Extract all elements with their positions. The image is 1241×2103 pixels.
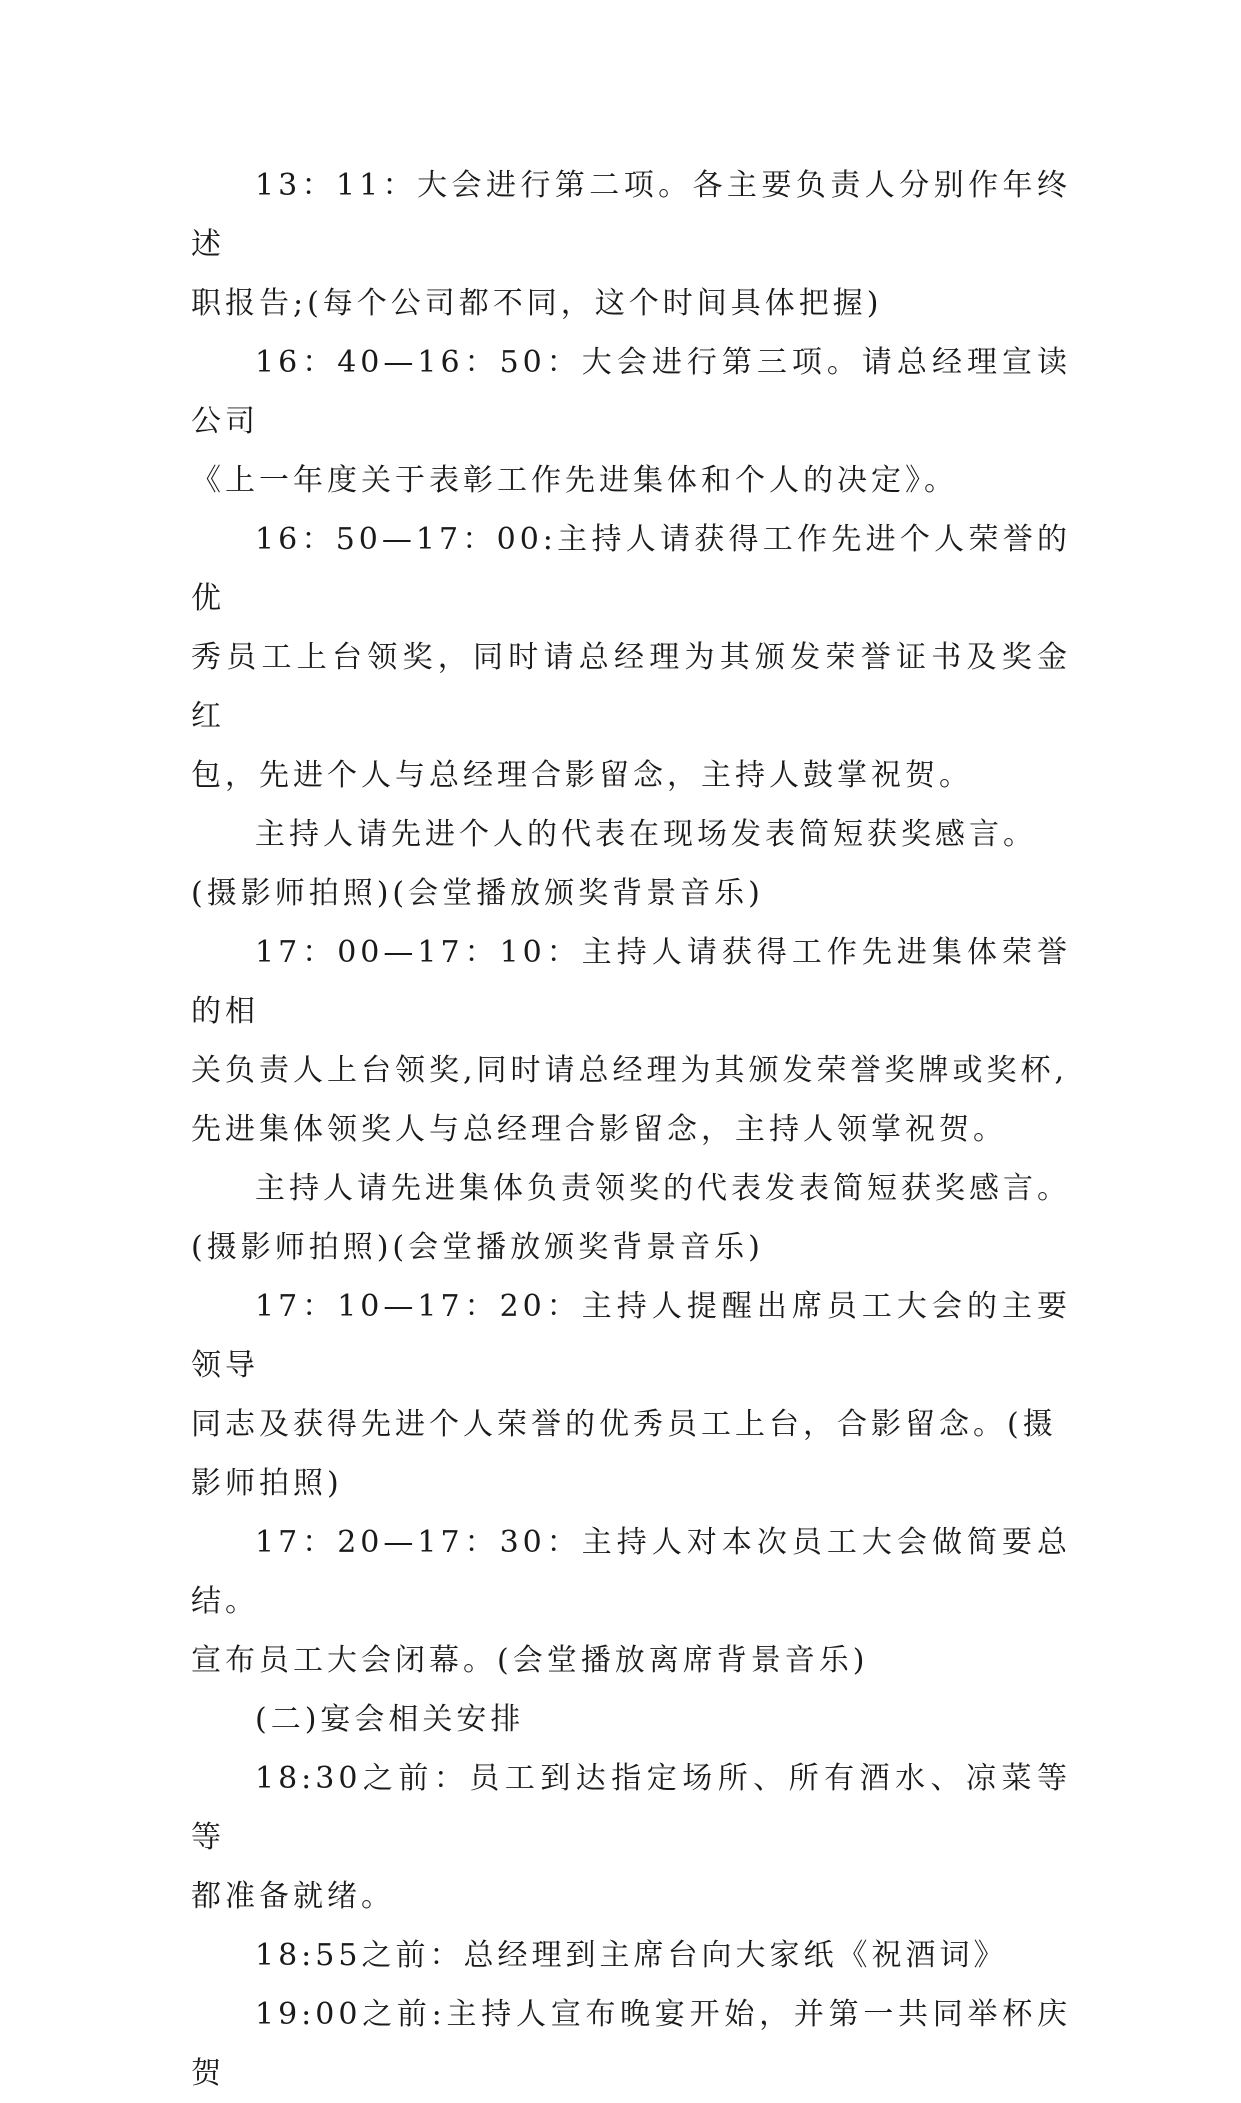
- text-line: 都准备就绪。: [191, 1879, 395, 1914]
- text-line: 17：20—17：30：主持人对本次员工大会做简要总结。: [191, 1525, 1071, 1619]
- text-line: 17：00—17：10：主持人请获得工作先进集体荣誉的相: [191, 935, 1071, 1029]
- text-line: 19:00之前:主持人宣布晚宴开始，并第一共同举杯庆贺: [191, 1997, 1071, 2091]
- text-line: (摄影师拍照)(会堂播放颁奖背景音乐): [191, 1230, 764, 1265]
- paragraph-item-2: [191, 333, 1071, 510]
- text-line: 16：50—17：00:主持人请获得工作先进个人荣誉的优: [191, 522, 1071, 616]
- text-line: 包，先进个人与总经理合影留念，主持人鼓掌祝贺。: [191, 758, 973, 793]
- text-line: 主持人请先进集体负责领奖的代表发表简短获奖感言。: [255, 1171, 1071, 1206]
- text-line: 职报告;(每个公司都不同，这个时间具体把握): [191, 286, 883, 321]
- text-line: 18:55之前：总经理到主席台向大家纸《祝酒词》: [255, 1938, 1008, 1973]
- text-line: 18:30之前：员工到达指定场所、所有酒水、凉菜等等: [191, 1761, 1071, 1855]
- paragraph-item-1: [191, 156, 1071, 333]
- section-heading: (二)宴会相关安排: [255, 1702, 525, 1737]
- text-line: 先进集体领奖人与总经理合影留念，主持人领掌祝贺。: [191, 1112, 1007, 1147]
- paragraph-item-12: [191, 1985, 1071, 2103]
- paragraph-item-11: [191, 1926, 1071, 1985]
- text-line: 主持人请先进个人的代表在现场发表简短获奖感言。: [255, 817, 1037, 852]
- text-line: 宣布员工大会闭幕。(会堂播放离席背景音乐): [191, 1643, 869, 1678]
- text-line: 16：40—16：50：大会进行第三项。请总经理宣读公司: [191, 345, 1071, 439]
- paragraph-item-5: [191, 923, 1071, 1159]
- paragraph-item-8: [191, 1513, 1071, 1690]
- paragraph-item-3: [191, 510, 1071, 805]
- document-page: [191, 156, 1071, 2103]
- paragraph-item-9: [191, 1690, 1071, 1749]
- paragraph-item-4: [191, 805, 1071, 923]
- text-line: 同志及获得先进个人荣誉的优秀员工上台，合影留念。(摄: [191, 1407, 1057, 1442]
- text-line: 秀员工上台领奖，同时请总经理为其颁发荣誉证书及奖金红: [191, 640, 1071, 734]
- text-line: 13：11：大会进行第二项。各主要负责人分别作年终述: [191, 168, 1071, 262]
- text-line: 关负责人上台领奖,同时请总经理为其颁发荣誉奖牌或奖杯,: [191, 1053, 1069, 1088]
- text-line: (摄影师拍照)(会堂播放颁奖背景音乐): [191, 876, 764, 911]
- text-line: 《上一年度关于表彰工作先进集体和个人的决定》。: [191, 463, 958, 498]
- paragraph-item-6: [191, 1159, 1071, 1277]
- text-line: 影师拍照): [191, 1466, 343, 1501]
- paragraph-item-7: [191, 1277, 1071, 1513]
- paragraph-item-10: [191, 1749, 1071, 1926]
- text-line: 17：10—17：20：主持人提醒出席员工大会的主要领导: [191, 1289, 1071, 1383]
